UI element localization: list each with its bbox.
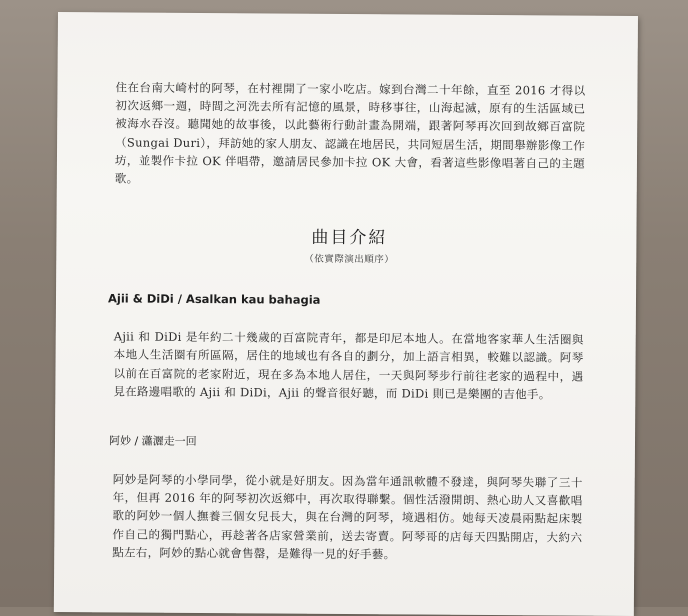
song-heading-2: 阿妙 / 瀟灑走一回 <box>108 434 197 449</box>
song-heading-1: Ajii & DiDi / Asalkan kau bahagia <box>107 291 321 308</box>
song-paragraph-2: 阿妙是阿琴的小學同學，從小就是好朋友。因為當年通訊軟體不發達，與阿琴失聯了三十年，但再 2016 年的阿琴初次返鄉中，再次取得聯繫。個性活潑開朗、熱心助人又喜歡唱歌的阿妙一個人撫養三個女兒長大，與在台灣的阿琴，境遇相仿。她每天凌晨兩點起床製作自己的獨門點心，再趁著各店家營業前，送去寄賣。阿琴哥的店每天四點開店，大約六點左右，阿妙的點心就會售罄，是難得一見的好手藝。 <box>112 472 583 562</box>
paper-sheet <box>54 12 638 616</box>
intro-paragraph: 住在台南大崎村的阿琴，在村裡開了一家小吃店。嫁到台灣二十年餘，直至 2016 才得以初次返鄉一週，時間之河洗去所有記憶的風景，時移事往，山海起滅，原有的生活區域已被海水吞沒。聽聞她的故事後，以此藝術行動計畫為開端，跟著阿琴再次回到故鄉百富院（Sungai Duri），拜訪她的家人朋友、認識在地居民，共同短居生活，期間舉辦影像工作坊，並製作卡拉 OK 伴唱帶，邀請居民參加卡拉 OK 大會，看著這些影像唱著自己的主題歌。 <box>114 80 586 186</box>
section-subtitle: （依實際演出順序） <box>304 253 395 266</box>
song-paragraph-1: Ajii 和 DiDi 是年約二十幾歲的百富院青年，都是印尼本地人。在當地客家華人生活圈與本地人生活圈有所區隔，居住的地域也有各自的劃分，加上語言相異，較難以認識。阿琴以前在百富院的老家附近，現在多為本地人居住，一天與阿琴步行前往老家的過程中，遇見在路邊唱歌的 Ajii 和 DiDi，Ajii 的聲音很好聽，而 DiDi 則已是樂團的吉他手。 <box>113 329 584 402</box>
document-content <box>107 78 586 564</box>
section-title: 曲目介紹 <box>311 227 388 249</box>
